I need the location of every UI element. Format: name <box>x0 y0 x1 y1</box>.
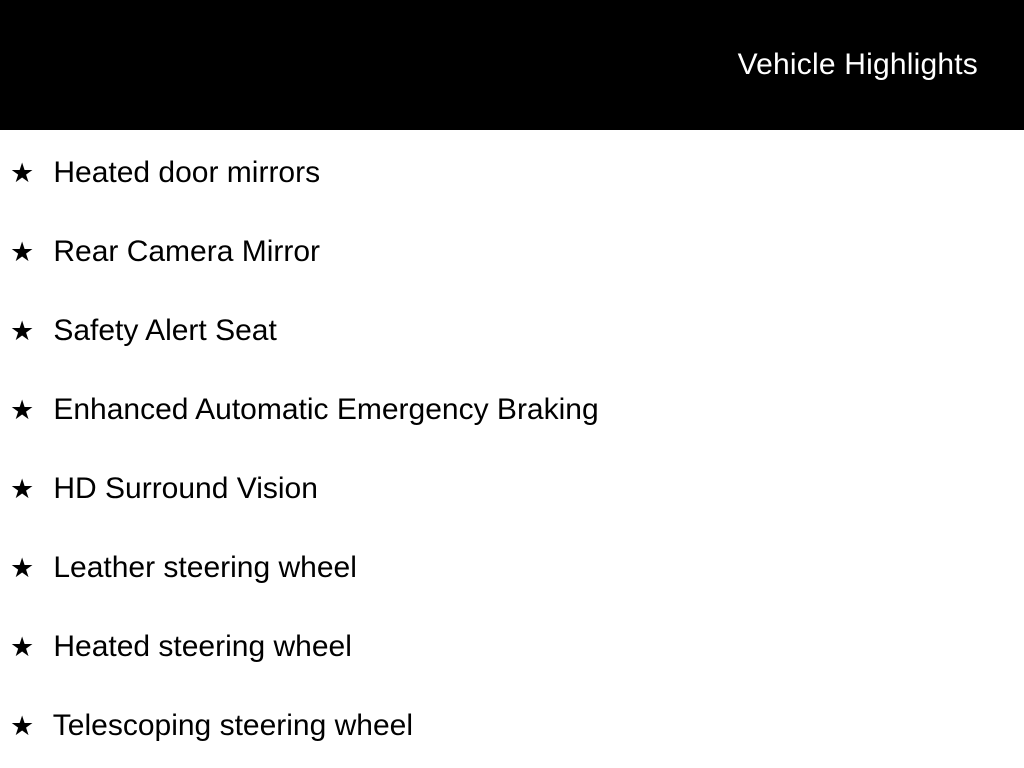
highlight-item-label: Leather steering wheel <box>53 551 357 584</box>
highlight-item-label: Heated steering wheel <box>53 630 352 663</box>
page-title: Vehicle Highlights <box>737 48 978 81</box>
star-bullet-icon: ★ <box>10 711 35 741</box>
highlight-item-label: Rear Camera Mirror <box>53 235 321 268</box>
star-bullet-icon: ★ <box>10 395 35 425</box>
highlight-item-label: Enhanced Automatic Emergency Braking <box>53 393 599 426</box>
highlight-item-label: Telescoping steering wheel <box>52 709 414 742</box>
list-item <box>10 370 1024 449</box>
header-bar <box>0 0 1024 130</box>
star-bullet-icon: ★ <box>10 632 35 662</box>
list-item <box>10 291 1024 370</box>
highlight-item-label: HD Surround Vision <box>53 472 318 505</box>
list-item <box>10 607 1024 686</box>
list-item <box>10 133 1024 212</box>
star-bullet-icon: ★ <box>10 158 35 188</box>
star-bullet-icon: ★ <box>10 553 35 583</box>
highlights-list <box>0 130 1024 765</box>
list-item <box>10 212 1024 291</box>
highlight-item-label: Safety Alert Seat <box>53 314 277 347</box>
star-bullet-icon: ★ <box>10 237 35 267</box>
list-item <box>10 449 1024 528</box>
highlight-item-label: Heated door mirrors <box>53 156 321 189</box>
star-bullet-icon: ★ <box>10 474 35 504</box>
list-item <box>10 528 1024 607</box>
star-bullet-icon: ★ <box>10 316 35 346</box>
list-item <box>10 686 1024 765</box>
